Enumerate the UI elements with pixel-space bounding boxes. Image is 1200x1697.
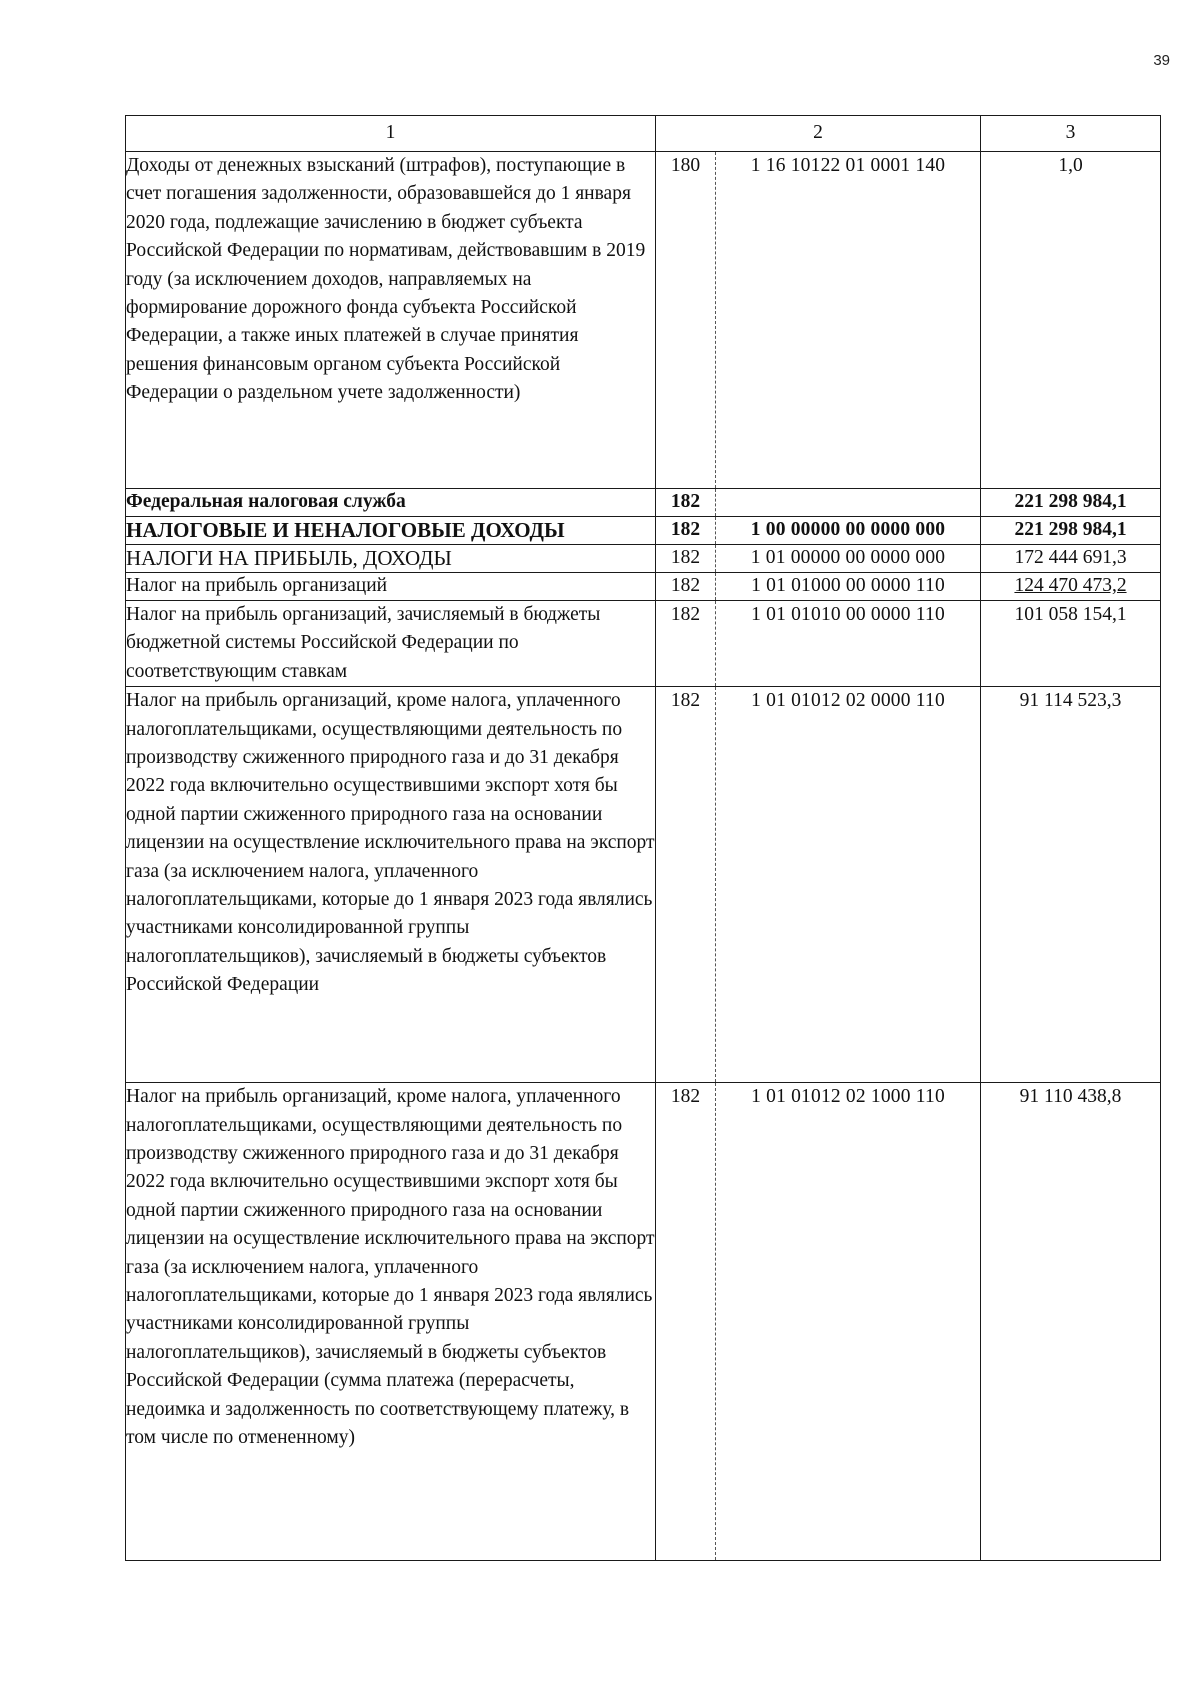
row-amount: 221 298 984,1 [981, 517, 1161, 545]
table-row [126, 545, 1161, 573]
row-budget-code: 1 01 00000 00 0000 000 [716, 545, 981, 573]
row-admin-code: 182 [656, 573, 716, 601]
row-admin-code: 182 [656, 1083, 716, 1561]
row-admin-code: 182 [656, 489, 716, 517]
row-description: Доходы от денежных взысканий (штрафов), поступающие в счет погашения задолженности, образовавшейся до 1 января 2020 года, подлежащие зачислению в бюджет субъекта Российской Федерации по нормативам, действовавшим в 2019 году (за исключением доходов, направляемых на формирование дорожного фонда субъекта Российской Федерации, а также иных платежей в случае принятия решения финансовым органом субъекта Российской Федерации о раздельном учете задолженности) [126, 152, 656, 489]
row-budget-code: 1 01 01010 00 0000 110 [716, 601, 981, 687]
row-description: Налог на прибыль организаций, зачисляемый в бюджеты бюджетной системы Российской Федерации по соответствующим ставкам [126, 601, 656, 687]
row-admin-code: 182 [656, 545, 716, 573]
header-col-3: 3 [981, 116, 1161, 152]
header-col-1: 1 [126, 116, 656, 152]
row-amount: 172 444 691,3 [981, 545, 1161, 573]
row-amount: 91 110 438,8 [981, 1083, 1161, 1561]
row-amount [981, 573, 1161, 601]
table-header-row [126, 116, 1161, 152]
header-col-2: 2 [656, 116, 981, 152]
row-admin-code: 182 [656, 517, 716, 545]
table-row [126, 687, 1161, 1083]
page-number: 39 [1153, 52, 1170, 69]
row-description: НАЛОГОВЫЕ И НЕНАЛОГОВЫЕ ДОХОДЫ [126, 517, 656, 545]
row-amount: 101 058 154,1 [981, 601, 1161, 687]
table-row [126, 601, 1161, 687]
row-amount: 91 114 523,3 [981, 687, 1161, 1083]
row-budget-code: 1 16 10122 01 0001 140 [716, 152, 981, 489]
row-admin-code: 180 [656, 152, 716, 489]
row-description: НАЛОГИ НА ПРИБЫЛЬ, ДОХОДЫ [126, 545, 656, 573]
row-budget-code: 1 01 01012 02 1000 110 [716, 1083, 981, 1561]
row-description: Налог на прибыль организаций, кроме налога, уплаченного налогоплательщиками, осуществляющими деятельность по производству сжиженного природного газа и до 31 декабря 2022 года включительно осуществившими экспорт хотя бы одной партии сжиженного природного газа на основании лицензии на осуществление исключительного права на экспорт газа (за исключением налога, уплаченного налогоплательщиками, которые до 1 января 2023 года являлись участниками консолидированной группы налогоплательщиков), зачисляемый в бюджеты субъектов Российской Федерации [126, 687, 656, 1083]
table-row [126, 152, 1161, 489]
row-description: Федеральная налоговая служба [126, 489, 656, 517]
revenue-table [125, 115, 1161, 1561]
row-budget-code: 1 00 00000 00 0000 000 [716, 517, 981, 545]
row-budget-code [716, 489, 981, 517]
row-description: Налог на прибыль организаций [126, 573, 656, 601]
table-row [126, 517, 1161, 545]
row-amount-value: 124 470 473,2 [1014, 575, 1127, 596]
row-admin-code: 182 [656, 601, 716, 687]
row-budget-code: 1 01 01012 02 0000 110 [716, 687, 981, 1083]
row-admin-code: 182 [656, 687, 716, 1083]
table-row [126, 489, 1161, 517]
table-row [126, 1083, 1161, 1561]
row-amount: 221 298 984,1 [981, 489, 1161, 517]
table-row [126, 573, 1161, 601]
row-description: Налог на прибыль организаций, кроме налога, уплаченного налогоплательщиками, осуществляющими деятельность по производству сжиженного природного газа и до 31 декабря 2022 года включительно осуществившими экспорт хотя бы одной партии сжиженного природного газа на основании лицензии на осуществление исключительного права на экспорт газа (за исключением налога, уплаченного налогоплательщиками, которые до 1 января 2023 года являлись участниками консолидированной группы налогоплательщиков), зачисляемый в бюджеты субъектов Российской Федерации (сумма платежа (перерасчеты, недоимка и задолженность по соответствующему платежу, в том числе по отмененному) [126, 1083, 656, 1561]
row-amount: 1,0 [981, 152, 1161, 489]
row-budget-code: 1 01 01000 00 0000 110 [716, 573, 981, 601]
